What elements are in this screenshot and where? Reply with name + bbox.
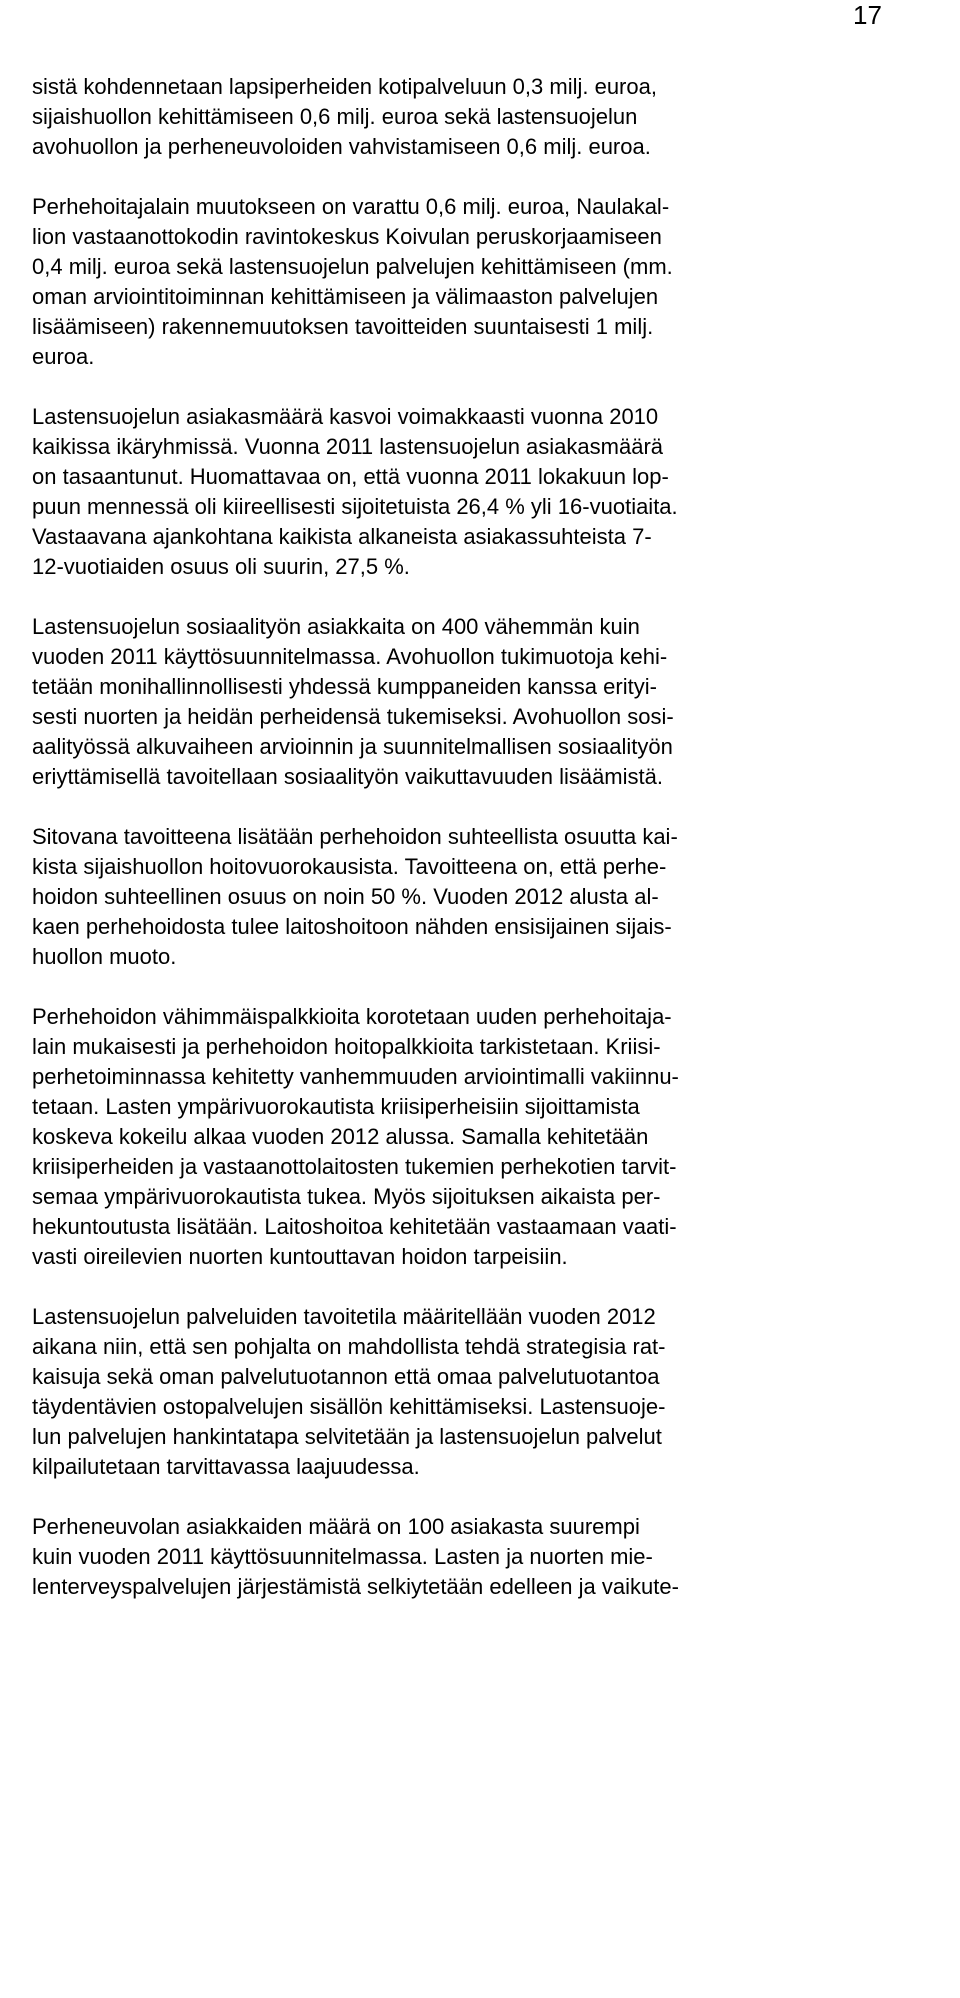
- paragraph: Lastensuojelun sosiaalityön asiakkaita on 400 vähemmän kuin vuoden 2011 käyttösuunnitelmassa. Avohuollon tukimuotoja kehi- tetään monihallinnollisesti yhdessä kumppaneiden kanssa erityi- sesti nuorten ja heidän perheidensä tukemiseksi. Avohuollon sosi- aalityössä alkuvaiheen arvioinnin ja suunnitelmallisen sosiaalityön eriyttämisellä tavoitellaan sosiaalityön vaikuttavuuden lisäämistä.: [32, 614, 674, 789]
- paragraph: Sitovana tavoitteena lisätään perhehoidon suhteellista osuutta kai- kista sijaishuollon hoitovuorokausista. Tavoitteena on, että perhe- hoidon suhteellinen osuus on noin 50 %. Vuoden 2012 alusta al- kaen perhehoidosta tulee laitoshoitoon nähden ensisijainen sijais- huollon muoto.: [32, 824, 678, 969]
- document-body: [32, 72, 922, 1632]
- paragraph: Lastensuojelun asiakasmäärä kasvoi voimakkaasti vuonna 2010 kaikissa ikäryhmissä. Vuonna 2011 lastensuojelun asiakasmäärä on tasaantunut. Huomattavaa on, että vuonna 2011 lokakuun lop- puun mennessä oli kiireellisesti sijoitetuista 26,4 % yli 16-vuotiaita. Vastaavana ajankohtana kaikista alkaneista asiakassuhteista 7- 12-vuotiaiden osuus oli suurin, 27,5 %.: [32, 404, 678, 579]
- paragraph: Lastensuojelun palveluiden tavoitetila määritellään vuoden 2012 aikana niin, että sen pohjalta on mahdollista tehdä strategisia rat- kaisuja sekä oman palvelutuotannon että omaa palvelutuotantoa täydentävien ostopalvelujen sisällön kehittämiseksi. Lastensuoje- lun palvelujen hankintatapa selvitetään ja lastensuojelun palvelut kilpailutetaan tarvittavassa laajuudessa.: [32, 1304, 666, 1479]
- page-number: 17: [853, 0, 882, 30]
- paragraph: sistä kohdennetaan lapsiperheiden kotipalveluun 0,3 milj. euroa, sijaishuollon kehittämiseen 0,6 milj. euroa sekä lastensuojelun avohuollon ja perheneuvoloiden vahvistamiseen 0,6 milj. euroa.: [32, 74, 657, 159]
- paragraph: Perhehoitajalain muutokseen on varattu 0,6 milj. euroa, Naulakal- lion vastaanottokodin ravintokeskus Koivulan peruskorjaamiseen 0,4 milj. euroa sekä lastensuojelun palvelujen kehittämiseen (mm. oman arviointitoiminnan kehittämiseen ja välimaaston palvelujen lisäämiseen) rakennemuutoksen tavoitteiden suuntaisesti 1 milj. euroa.: [32, 194, 673, 369]
- paragraph: Perheneuvolan asiakkaiden määrä on 100 asiakasta suurempi kuin vuoden 2011 käyttösuunnitelmassa. Lasten ja nuorten mie- lenterveyspalvelujen järjestämistä selkiytetään edelleen ja vaikute-: [32, 1514, 679, 1599]
- paragraph: Perhehoidon vähimmäispalkkioita korotetaan uuden perhehoitaja- lain mukaisesti ja perhehoidon hoitopalkkioita tarkistetaan. Kriisi- perhetoiminnassa kehitetty vanhemmuuden arviointimalli vakiinnu- tetaan. Lasten ympärivuorokautista kriisiperheisiin sijoittamista koskeva kokeilu alkaa vuoden 2012 alussa. Samalla kehitetään kriisiperheiden ja vastaanottolaitosten tukemien perhekotien tarvit- semaa ympärivuorokautista tukea. Myös sijoituksen aikaista per- hekuntoutusta lisätään. Laitoshoitoa kehitetään vastaamaan vaati- vasti oireilevien nuorten kuntouttavan hoidon tarpeisiin.: [32, 1004, 679, 1269]
